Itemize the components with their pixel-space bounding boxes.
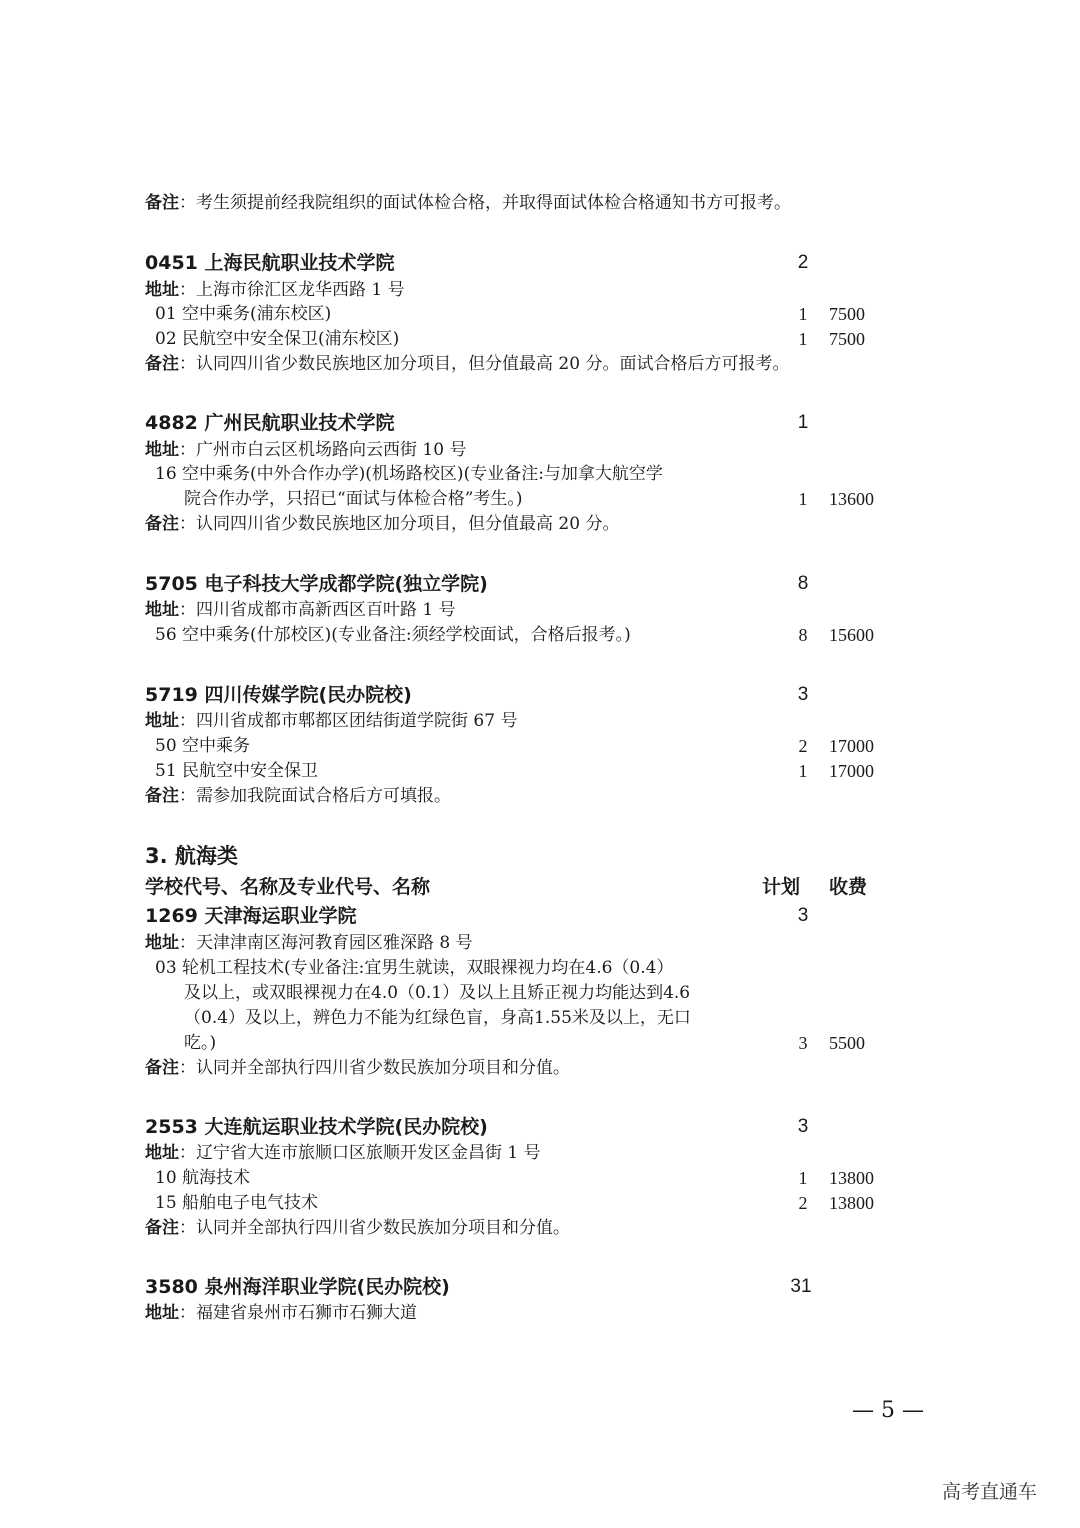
top-note: 备注：考生须提前经我院组织的面试体检合格，并取得面试体检合格通知书方可报考。 bbox=[145, 193, 791, 213]
school-address: 地址：福建省泉州市石狮市石狮大道 bbox=[145, 1303, 417, 1323]
school-title: 2553 大连航运职业技术学院(民办院校) bbox=[145, 1116, 488, 1138]
major-item: 01 空中乘务(浦东校区) bbox=[155, 304, 332, 324]
major-item: 03 轮机工程技术(专业备注:宜男生就读，双眼裸视力均在4.6（0.4） bbox=[155, 958, 674, 978]
major-item-continued: （0.4）及以上，辨色力不能为红绿色盲，身高1.55米及以上，无口 bbox=[184, 1008, 691, 1028]
school-address: 地址：辽宁省大连市旅顺口区旅顺开发区金昌街 1 号 bbox=[145, 1143, 541, 1163]
school-address: 地址：天津津南区海河教育园区雅深路 8 号 bbox=[145, 933, 473, 953]
major-fee: 17000 bbox=[829, 761, 874, 781]
major-item: 15 船舶电子电气技术 bbox=[155, 1193, 319, 1213]
top-note-text: ：考生须提前经我院组织的面试体检合格，并取得面试体检合格通知书方可报考。 bbox=[179, 193, 791, 213]
major-fee: 17000 bbox=[829, 736, 874, 756]
major-plan: 2 bbox=[798, 1193, 808, 1213]
major-item: 10 航海技术 bbox=[155, 1168, 251, 1188]
school-address: 地址：广州市白云区机场路向云西街 10 号 bbox=[145, 440, 467, 460]
major-item: 51 民航空中安全保卫 bbox=[155, 761, 319, 781]
school-plan: 31 bbox=[790, 1276, 812, 1297]
school-title: 5719 四川传媒学院(民办院校) bbox=[145, 684, 412, 706]
major-fee: 15600 bbox=[829, 625, 874, 645]
major-plan: 1 bbox=[798, 489, 808, 509]
major-fee: 13800 bbox=[829, 1193, 874, 1213]
school-note: 备注：需参加我院面试合格后方可填报。 bbox=[145, 786, 451, 806]
major-plan: 2 bbox=[798, 736, 808, 756]
major-item: 16 空中乘务(中外合作办学)(机场路校区)(专业备注:与加拿大航空学 bbox=[155, 464, 663, 484]
school-note: 备注：认同并全部执行四川省少数民族加分项目和分值。 bbox=[145, 1058, 570, 1078]
school-plan: 3 bbox=[797, 1116, 809, 1137]
major-plan: 3 bbox=[798, 1033, 808, 1053]
school-address: 地址：上海市徐汇区龙华西路 1 号 bbox=[145, 280, 405, 300]
section-header-name: 学校代号、名称及专业代号、名称 bbox=[145, 876, 431, 898]
major-fee: 7500 bbox=[829, 329, 865, 349]
school-note: 备注：认同并全部执行四川省少数民族加分项目和分值。 bbox=[145, 1218, 570, 1238]
major-plan: 8 bbox=[798, 625, 808, 645]
major-item-continued: 院合作办学，只招已“面试与体检合格”考生。) bbox=[184, 489, 523, 509]
school-plan: 2 bbox=[797, 252, 809, 273]
major-item-continued: 吃。) bbox=[184, 1033, 217, 1053]
school-address: 地址：四川省成都市郫都区团结街道学院街 67 号 bbox=[145, 711, 518, 731]
school-plan: 1 bbox=[797, 412, 809, 433]
school-title: 0451 上海民航职业技术学院 bbox=[145, 252, 395, 274]
school-title: 5705 电子科技大学成都学院(独立学院) bbox=[145, 573, 488, 595]
major-fee: 13800 bbox=[829, 1168, 874, 1188]
section-header-plan: 计划 bbox=[762, 876, 801, 898]
school-title: 1269 天津海运职业学院 bbox=[145, 905, 357, 927]
school-plan: 3 bbox=[797, 905, 809, 926]
major-item-continued: 及以上，或双眼裸视力在4.0（0.1）及以上且矫正视力均能达到4.6 bbox=[184, 983, 691, 1003]
page-number: — 5 — bbox=[852, 1398, 924, 1423]
major-item: 50 空中乘务 bbox=[155, 736, 251, 756]
major-fee: 5500 bbox=[829, 1033, 865, 1053]
section-header-fee: 收费 bbox=[829, 876, 868, 898]
school-note: 备注：认同四川省少数民族地区加分项目，但分值最高 20 分。面试合格后方可报考。 bbox=[145, 354, 790, 374]
major-plan: 1 bbox=[798, 761, 808, 781]
major-plan: 1 bbox=[798, 329, 808, 349]
school-address: 地址：四川省成都市高新西区百叶路 1 号 bbox=[145, 600, 456, 620]
school-title: 3580 泉州海洋职业学院(民办院校) bbox=[145, 1276, 450, 1298]
watermark: 高考直通车 bbox=[942, 1481, 1038, 1503]
major-item: 02 民航空中安全保卫(浦东校区) bbox=[155, 329, 400, 349]
major-item: 56 空中乘务(什邡校区)(专业备注:须经学校面试，合格后报考。) bbox=[155, 625, 631, 645]
major-plan: 1 bbox=[798, 1168, 808, 1188]
major-plan: 1 bbox=[798, 304, 808, 324]
major-fee: 7500 bbox=[829, 304, 865, 324]
major-fee: 13600 bbox=[829, 489, 874, 509]
school-note: 备注：认同四川省少数民族地区加分项目，但分值最高 20 分。 bbox=[145, 514, 620, 534]
school-title: 4882 广州民航职业技术学院 bbox=[145, 412, 395, 434]
school-plan: 3 bbox=[797, 684, 809, 705]
school-plan: 8 bbox=[797, 573, 809, 594]
section-title: 3. 航海类 bbox=[145, 844, 238, 868]
